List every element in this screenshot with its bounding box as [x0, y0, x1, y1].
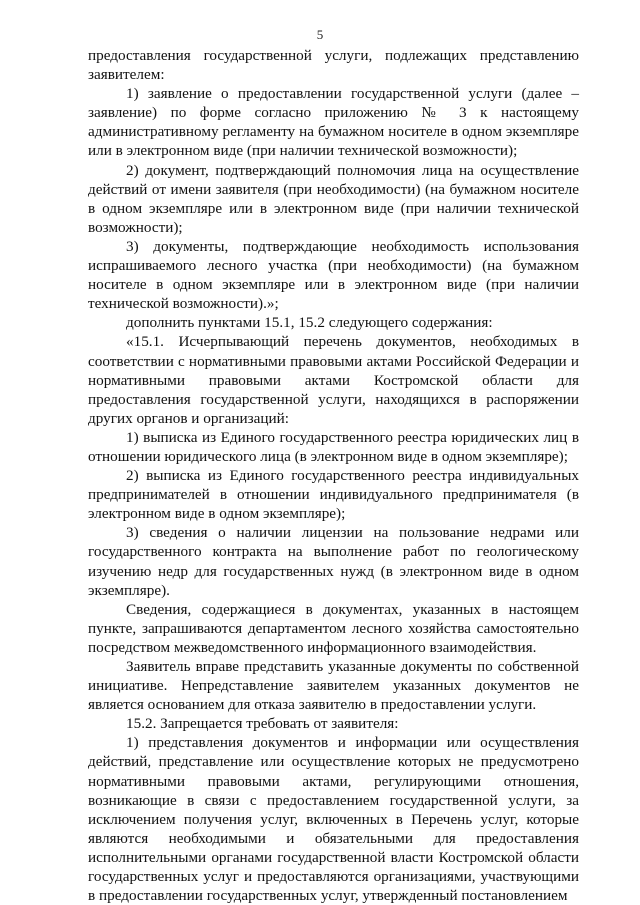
- paragraph: Сведения, содержащиеся в документах, указанных в настоящем пункте, запрашиваются департаментом лесного хозяйства самостоятельно посредством межведомственного информационного взаимодействия.: [88, 600, 579, 656]
- paragraph: 2) выписка из Единого государственного реестра индивидуальных предпринимателей в отношении индивидуального предпринимателя (в электронном виде в одном экземпляре);: [88, 467, 579, 523]
- paragraph: предоставления государственной услуги, подлежащих представлению заявителем:: [88, 47, 579, 84]
- paragraph: Заявитель вправе представить указанные документы по собственной инициативе. Непредставление заявителем указанных документов не является основанием для отказа заявителю в предоставлении услуги.: [88, 658, 579, 714]
- paragraph: 2) документ, подтверждающий полномочия лица на осуществление действий от имени заявителя (при необходимости) (на бумажном носителе в одном экземпляре или в электронном виде (при наличии технической возможности);: [88, 161, 579, 236]
- paragraph: 3) сведения о наличии лицензии на пользование недрами или государственного контракта на выполнение работ по геологическому изучению недр для государственных нужд (в электронном виде в одном экземпляре).: [88, 524, 579, 599]
- paragraph: 3) документы, подтверждающие необходимость использования испрашиваемого лесного участка (при необходимости) (на бумажном носителе в одном экземпляре или в электронном виде (при наличии технической возможности).»;: [88, 237, 579, 313]
- paragraph: 1) заявление о предоставлении государственной услуги (далее – заявление) по форме согласно приложению № 3 к настоящему административному регламенту на бумажном носителе в одном экземпляре или в электронном виде (при наличии технической возможности);: [88, 85, 579, 160]
- paragraph: 1) выписка из Единого государственного реестра юридических лиц в отношении юридического лица (в электронном виде в одном экземпляре);: [88, 428, 579, 465]
- paragraph: 15.2. Запрещается требовать от заявителя:: [126, 715, 399, 733]
- paragraph: «15.1. Исчерпывающий перечень документов, необходимых в соответствии с нормативными правовыми актами Российской Федерации и нормативными правовыми актами Костромской области для предоставления государственной услуги, находящихся в распоряжении других органов и организаций:: [88, 333, 579, 427]
- paragraph: 1) представления документов и информации или осуществления действий, представление или осуществление которых не предусмотрено нормативными правовыми актами, регулирующими отношения, возникающие в связи с предоставлением государственной услуги, за исключением получения услуг, включенных в Перечень услуг, которые являются необходимыми и обязательными для предоставления исполнительными органами государственной власти Костромской области государственных услуг и предоставляются организациями, участвующими в предоставлении государственных услуг, утвержденный постановлением: [88, 734, 579, 905]
- paragraph: дополнить пунктами 15.1, 15.2 следующего содержания:: [126, 314, 493, 332]
- document-body: [88, 46, 579, 905]
- page-number: 5: [316, 27, 324, 42]
